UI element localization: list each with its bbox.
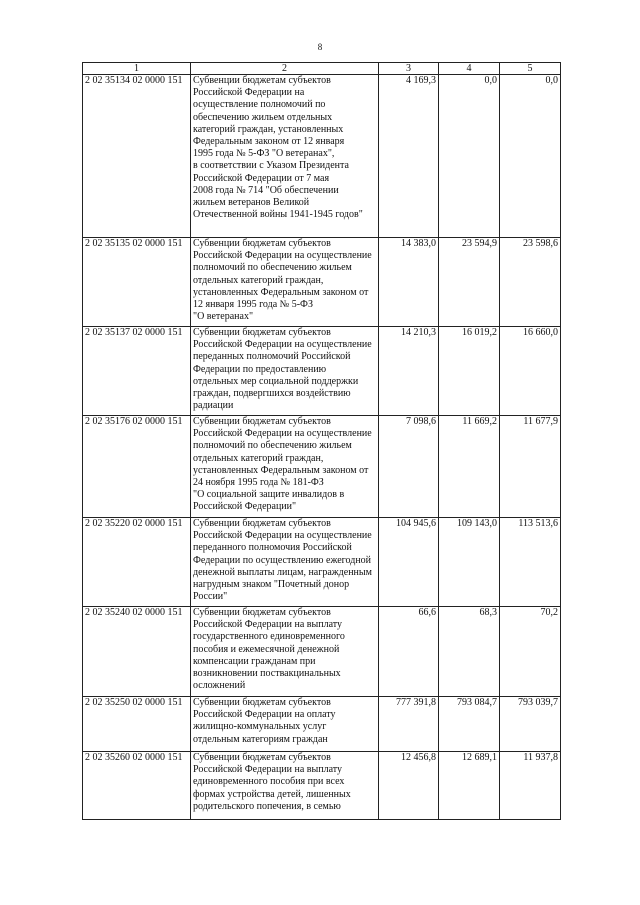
value-col-4: 16 019,2 xyxy=(439,327,500,416)
value-col-5: 793 039,7 xyxy=(500,697,561,752)
value-col-5: 70,2 xyxy=(500,607,561,697)
row-description: Субвенции бюджетам субъектов Российской Федерации на осуществление переданного полномочия Российской Федерации по осуществлению ежегодной денежной выплаты лицам, награжденным нагрудным знаком "Почетный донор России" xyxy=(191,518,379,607)
value-col-5: 16 660,0 xyxy=(500,327,561,416)
value-col-3: 12 456,8 xyxy=(379,752,439,820)
value-col-3: 104 945,6 xyxy=(379,518,439,607)
table-row xyxy=(83,238,561,327)
budget-code: 2 02 35176 02 0000 151 xyxy=(83,416,191,518)
value-col-3: 66,6 xyxy=(379,607,439,697)
value-col-4: 12 689,1 xyxy=(439,752,500,820)
table-row xyxy=(83,327,561,416)
page-number: 8 xyxy=(317,42,323,52)
row-description: Субвенции бюджетам субъектов Российской Федерации на выплату единовременного пособия при всех формах устройства детей, лишенных родительского попечения, в семью xyxy=(191,752,379,820)
table-row xyxy=(83,752,561,820)
value-col-5: 11 937,8 xyxy=(500,752,561,820)
budget-code: 2 02 35250 02 0000 151 xyxy=(83,697,191,752)
budget-code: 2 02 35240 02 0000 151 xyxy=(83,607,191,697)
row-description: Субвенции бюджетам субъектов Российской Федерации на осуществление полномочий по обеспечению жильем отдельных категорий граждан, установленных Федеральным законом от 12 января 1995 года № 5-ФЗ "О ветеранах" xyxy=(191,238,379,327)
row-description: Субвенции бюджетам субъектов Российской Федерации на оплату жилищно-коммунальных услуг отдельным категориям граждан xyxy=(191,697,379,752)
budget-code: 2 02 35134 02 0000 151 xyxy=(83,75,191,238)
header-row xyxy=(83,63,561,75)
budget-code: 2 02 35260 02 0000 151 xyxy=(83,752,191,820)
header-col-3: 3 xyxy=(379,63,439,75)
budget-code: 2 02 35220 02 0000 151 xyxy=(83,518,191,607)
value-col-4: 68,3 xyxy=(439,607,500,697)
value-col-3: 4 169,3 xyxy=(379,75,439,238)
value-col-4: 109 143,0 xyxy=(439,518,500,607)
value-col-5: 113 513,6 xyxy=(500,518,561,607)
row-description: Субвенции бюджетам субъектов Российской Федерации на выплату государственного единовременного пособия и ежемесячной денежной компенсации гражданам при возникновении поствакцинальных осложнений xyxy=(191,607,379,697)
value-col-3: 14 210,3 xyxy=(379,327,439,416)
row-description: Субвенции бюджетам субъектов Российской Федерации на осуществление полномочий по обеспечению жильем отдельных категорий граждан, установленных Федеральным законом от 24 ноября 1995 года № 181-ФЗ "О социальной защите инвалидов в Российской Федерации" xyxy=(191,416,379,518)
table-row xyxy=(83,697,561,752)
value-col-5: 0,0 xyxy=(500,75,561,238)
header-col-2: 2 xyxy=(191,63,379,75)
table-row xyxy=(83,416,561,518)
value-col-4: 0,0 xyxy=(439,75,500,238)
table-row xyxy=(83,607,561,697)
value-col-3: 14 383,0 xyxy=(379,238,439,327)
value-col-5: 11 677,9 xyxy=(500,416,561,518)
value-col-4: 23 594,9 xyxy=(439,238,500,327)
header-col-4: 4 xyxy=(439,63,500,75)
budget-code: 2 02 35135 02 0000 151 xyxy=(83,238,191,327)
budget-code: 2 02 35137 02 0000 151 xyxy=(83,327,191,416)
table-row xyxy=(83,518,561,607)
header-col-1: 1 xyxy=(83,63,191,75)
budget-table xyxy=(82,62,561,820)
row-description: Субвенции бюджетам субъектов Российской Федерации на осуществление полномочий по обеспечению жильем отдельных категорий граждан, установленных Федеральным законом от 12 января 1995 года № 5-ФЗ "О ветеранах", в соответствии с Указом Президента Российской Федерации от 7 мая 2008 года № 714 "Об обеспечении жильем ветеранов Великой Отечественной войны 1941-1945 годов" xyxy=(191,75,379,238)
value-col-5: 23 598,6 xyxy=(500,238,561,327)
row-description: Субвенции бюджетам субъектов Российской Федерации на осуществление переданных полномочий Российской Федерации по предоставлению отдельных мер социальной поддержки граждан, подвергшихся воздействию радиации xyxy=(191,327,379,416)
value-col-3: 777 391,8 xyxy=(379,697,439,752)
value-col-4: 793 084,7 xyxy=(439,697,500,752)
value-col-4: 11 669,2 xyxy=(439,416,500,518)
value-col-3: 7 098,6 xyxy=(379,416,439,518)
header-col-5: 5 xyxy=(500,63,561,75)
table-row xyxy=(83,75,561,238)
